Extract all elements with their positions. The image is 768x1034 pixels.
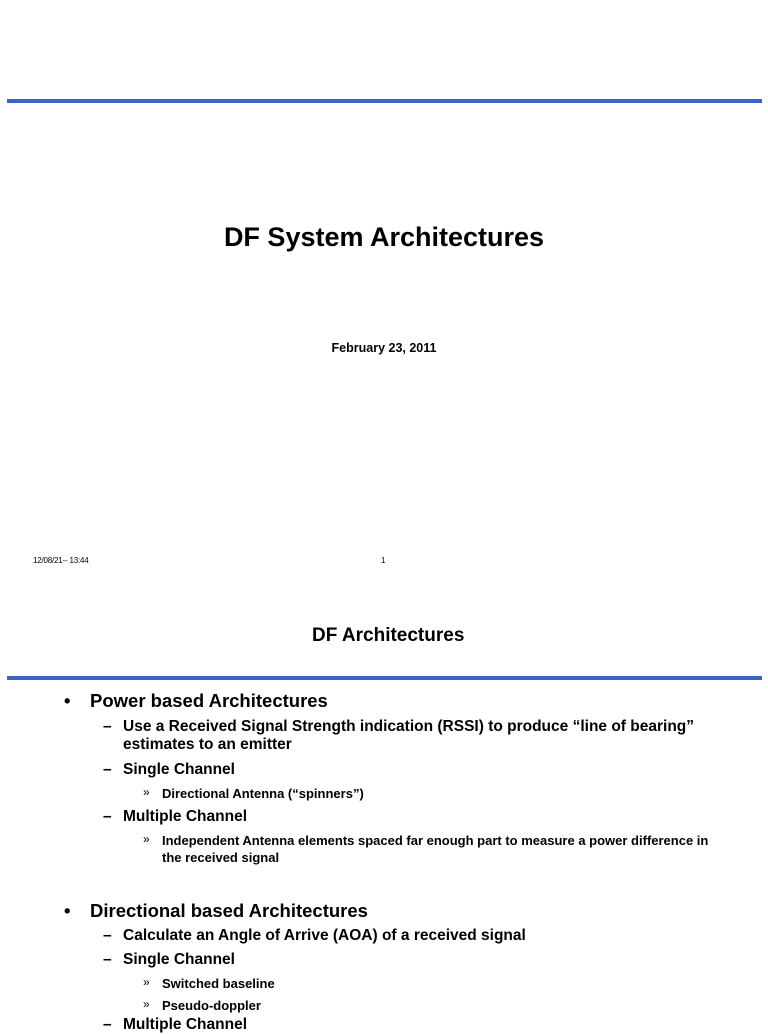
sub-bullet-text: Multiple Channel	[123, 808, 247, 825]
sub-bullet-multiple-channel	[103, 808, 703, 826]
sub-sub-bullet-text: Independent Antenna elements spaced far enough part to measure a power difference in the received signal	[162, 833, 709, 865]
section-rule	[7, 676, 762, 680]
footer-timestamp: 12/08/21-- 13:44	[33, 556, 89, 565]
sub-bullet-single-channel-2	[103, 951, 703, 969]
sub-sub-bullet-independent-antenna	[143, 832, 723, 866]
sub-bullet-text: Single Channel	[123, 951, 235, 968]
chevron-marker: »	[143, 832, 150, 846]
bullet-directional-based	[64, 900, 368, 922]
top-rule	[7, 99, 762, 103]
chevron-marker: »	[143, 997, 150, 1011]
chevron-marker: »	[143, 975, 150, 989]
page-number: 1	[381, 556, 386, 565]
sub-bullet-text: Calculate an Angle of Arrive (AOA) of a received signal	[123, 927, 526, 944]
slide-title: DF System Architectures	[223, 222, 545, 252]
sub-sub-bullet-text: Switched baseline	[162, 976, 275, 991]
bullet-marker: •	[64, 690, 71, 711]
sub-bullet-text: Single Channel	[123, 761, 235, 778]
sub-bullet-single-channel	[103, 761, 703, 779]
dash-marker: –	[103, 1016, 112, 1033]
dash-marker: –	[103, 808, 112, 825]
sub-bullet-aoa	[103, 927, 703, 945]
sub-sub-bullet-pseudo-doppler	[143, 997, 723, 1014]
sub-bullet-text: Multiple Channel	[123, 1016, 247, 1033]
chevron-marker: »	[143, 785, 150, 799]
dash-marker: –	[103, 927, 112, 944]
bullet-power-based	[64, 690, 328, 712]
sub-bullet-rssi	[103, 718, 703, 754]
dash-marker: –	[103, 761, 112, 778]
dash-marker: –	[103, 951, 112, 968]
slide-date: February 23, 2011	[331, 341, 437, 355]
sub-sub-bullet-text: Directional Antenna (“spinners”)	[162, 786, 364, 801]
sub-bullet-text: Use a Received Signal Strength indication (RSSI) to produce “line of bearing” estimates to an emitter	[123, 718, 695, 753]
dash-marker: –	[103, 718, 112, 735]
sub-bullet-multiple-channel-2	[103, 1016, 703, 1034]
sub-sub-bullet-text: Pseudo-doppler	[162, 998, 261, 1013]
sub-sub-bullet-switched-baseline	[143, 975, 723, 992]
bullet-text: Power based Architectures	[90, 690, 328, 711]
section-title: DF Architectures	[312, 625, 465, 646]
sub-sub-bullet-directional-antenna	[143, 785, 723, 802]
bullet-text: Directional based Architectures	[90, 900, 368, 921]
bullet-marker: •	[64, 900, 71, 921]
